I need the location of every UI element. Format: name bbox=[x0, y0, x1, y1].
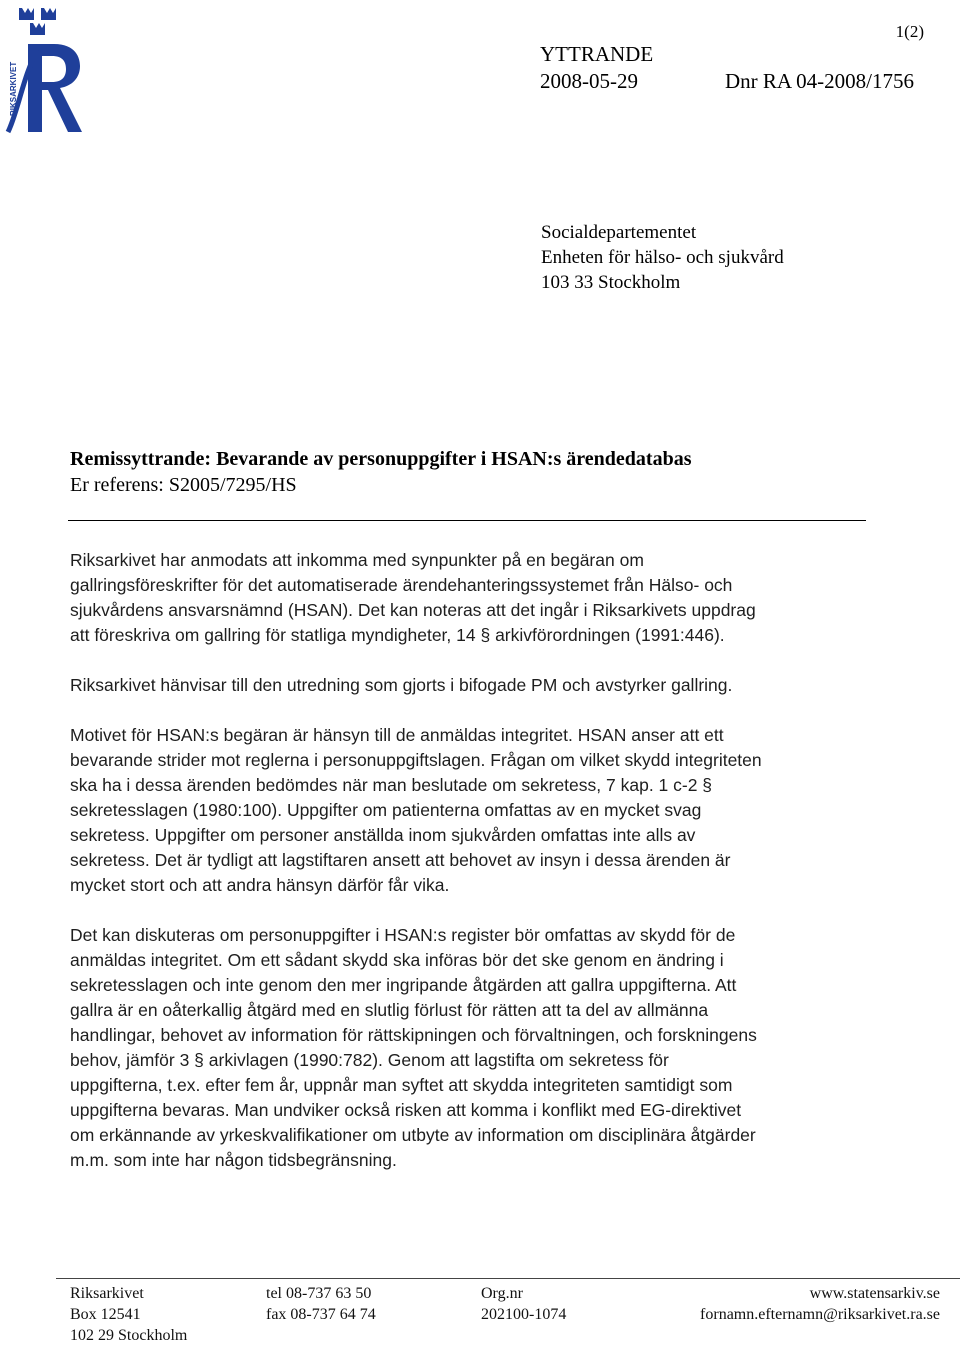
text-line: Det kan diskuteras om personuppgifter i HSAN:s register bör omfattas av skydd för de bbox=[70, 925, 736, 945]
crown-r-logo-icon bbox=[4, 4, 96, 138]
text-line: mycket stort och att andra hänsyn därför får vika. bbox=[70, 875, 450, 895]
text-line: gallringsföreskrifter för det automatiserade ärendehanteringssystemet från Hälso- och bbox=[70, 575, 733, 595]
text-line: sekretesslagen och inte genom den mer ingripande åtgärden att gallra uppgifterna. Att bbox=[70, 975, 737, 995]
letter-body bbox=[70, 548, 870, 1173]
page-number: 1(2) bbox=[895, 22, 924, 41]
text-line: Motivet för HSAN:s begäran är hänsyn till de anmäldas integritet. HSAN anser att ett bbox=[70, 725, 724, 745]
subject-reference: Er referens: S2005/7295/HS bbox=[70, 474, 297, 496]
recipient-address bbox=[541, 220, 784, 295]
footer-line: 202100-1074 bbox=[481, 1306, 567, 1323]
footer-line: tel 08-737 63 50 bbox=[266, 1285, 372, 1302]
paragraph bbox=[70, 548, 870, 648]
subject-divider bbox=[68, 520, 866, 521]
text-line: handlingar, behovet av information för rättskipningen och förvaltningen, och forskningens bbox=[70, 1025, 757, 1045]
recipient-line: 103 33 Stockholm bbox=[541, 272, 681, 293]
footer-line: fax 08-737 64 74 bbox=[266, 1306, 376, 1323]
text-line: behov, jämför 3 § arkivlagen (1990:782). Genom att lagstifta om sekretess för bbox=[70, 1050, 669, 1070]
text-line: Riksarkivet har anmodats att inkomma med synpunkter på en begäran om bbox=[70, 550, 644, 570]
footer-address bbox=[70, 1283, 187, 1346]
text-line: uppgifterna bevaras. Man undviker också risken att komma i konflikt med EG-direktivet bbox=[70, 1100, 742, 1120]
text-line: att föreskriva om gallring för statliga myndigheter, 14 § arkivförordningen (1991:446). bbox=[70, 625, 725, 645]
text-line: sekretesslagen (1980:100). Uppgifter om patienterna omfattas av en mycket svag bbox=[70, 800, 702, 820]
footer-line: Riksarkivet bbox=[70, 1285, 144, 1302]
text-line: sjukvårdens ansvarsnämnd (HSAN). Det kan noteras att det ingår i Riksarkivets uppdrag bbox=[70, 600, 756, 620]
footer-phone bbox=[266, 1283, 376, 1325]
footer-divider bbox=[56, 1278, 960, 1279]
text-line: bevarande strider mot reglerna i personuppgiftslagen. Frågan om vilket skydd integriteten bbox=[70, 750, 762, 770]
text-line: gallra är en oåterkallig åtgärd med en slutlig förlust för rätten att ta del av allmänna bbox=[70, 1000, 709, 1020]
subject-block bbox=[70, 446, 692, 498]
paragraph bbox=[70, 723, 870, 898]
footer-website-link[interactable]: www.statensarkiv.se bbox=[809, 1285, 940, 1302]
footer-org-number bbox=[481, 1283, 566, 1325]
text-line: sekretess. Det är tydligt att lagstiftaren ansett att behovet av insyn i dessa ärenden är bbox=[70, 850, 731, 870]
text-line: m.m. som inte har någon tidsbegränsning. bbox=[70, 1150, 397, 1170]
footer-line: Org.nr bbox=[481, 1285, 523, 1302]
paragraph bbox=[70, 923, 870, 1173]
footer-email-link[interactable]: fornamn.efternamn@riksarkivet.ra.se bbox=[700, 1306, 940, 1323]
paragraph-gap bbox=[70, 898, 870, 923]
text-line: uppgifterna, t.ex. efter fem år, uppnår man syftet att skydda integriteten samtidigt som bbox=[70, 1075, 733, 1095]
text-line: Riksarkivet hänvisar till den utredning som gjorts i bifogade PM och avstyrker gallring. bbox=[70, 675, 733, 695]
footer-line: 102 29 Stockholm bbox=[70, 1327, 188, 1344]
paragraph bbox=[70, 673, 870, 698]
text-line: ska ha i dessa ärenden bedömdes när man beslutade om sekretess, 7 kap. 1 c-2 § bbox=[70, 775, 713, 795]
text-line: om erkännande av yrkeskvalifikationer om utbyte av information om disciplinära åtgärder bbox=[70, 1125, 756, 1145]
document-date: 2008-05-29 bbox=[540, 69, 638, 93]
svg-text:RIKSARKIVET: RIKSARKIVET bbox=[9, 61, 18, 116]
subject-title: Remissyttrande: Bevarande av personuppgifter i HSAN:s ärendedatabas bbox=[70, 448, 692, 470]
document-dnr: Dnr RA 04-2008/1756 bbox=[725, 69, 914, 93]
footer-web-email bbox=[700, 1283, 940, 1325]
text-line: sekretess. Uppgifter om personer anställda inom sjukvården omfattas inte alls av bbox=[70, 825, 696, 845]
recipient-line: Enheten för hälso- och sjukvård bbox=[541, 247, 784, 268]
paragraph-gap bbox=[70, 648, 870, 673]
footer-line: Box 12541 bbox=[70, 1306, 141, 1323]
riksarkivet-logo bbox=[4, 4, 96, 138]
text-line: anmäldas integritet. Om ett sådant skydd ska införas bör det ske genom en ändring i bbox=[70, 950, 724, 970]
paragraph-gap bbox=[70, 698, 870, 723]
document-type: YTTRANDE bbox=[540, 42, 654, 66]
recipient-line: Socialdepartementet bbox=[541, 222, 697, 243]
